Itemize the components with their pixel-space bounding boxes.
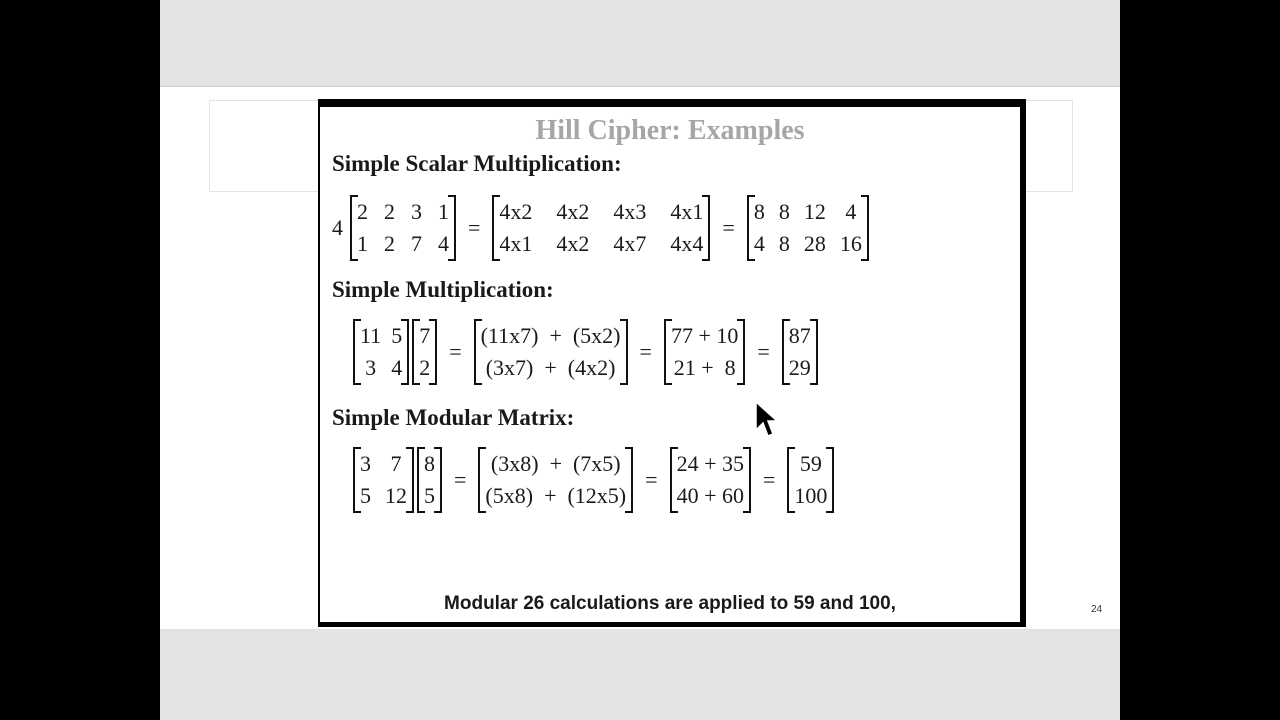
slide-image [318, 99, 1026, 627]
equals-sign: = [449, 339, 462, 364]
scalar-matrix-3 [747, 195, 869, 261]
matrix-cell: 4x2 [556, 199, 590, 224]
matrix-cell: 1 [438, 199, 449, 224]
scalar-factor: 4 [332, 215, 343, 240]
mod-vector-b [417, 447, 442, 513]
matrix-cell: 8 [778, 231, 790, 256]
matrix-cell: 77 + 10 [670, 323, 739, 348]
matrix-cell: 7 [419, 323, 431, 348]
matrix-cell: 40 + 60 [676, 483, 744, 508]
matrix-cell: 12 [803, 199, 826, 224]
scalar-equation [332, 195, 872, 261]
page-number: 24 [1091, 604, 1103, 615]
matrix-cell: 4 [753, 231, 765, 256]
equals-sign: = [762, 467, 776, 492]
matrix-cell: 24 + 35 [676, 451, 744, 476]
equals-sign: = [722, 215, 735, 240]
mod-matrix-a [353, 447, 414, 513]
matrix-cell: 4x1 [670, 199, 704, 224]
scalar-heading: Simple Scalar Multiplication: [332, 151, 622, 176]
matrix-cell: 29 [788, 355, 811, 380]
matrix-cell: 3 [365, 355, 377, 380]
multiplication-heading: Simple Multiplication: [332, 277, 554, 302]
matrix-cell: 5 [360, 483, 371, 508]
matrix-cell: 8 [424, 451, 435, 476]
matrix-cell: 4 [391, 355, 403, 380]
equals-sign: = [468, 215, 481, 240]
matrix-cell: 4x2 [556, 231, 590, 256]
matrix-cell: 28 [803, 231, 826, 256]
matrix-cell: (3x8) + (7x5) [490, 451, 621, 476]
mult-vector-b [412, 319, 437, 385]
matrix-cell: 21 + 8 [673, 355, 736, 380]
scalar-matrix-1 [350, 195, 456, 261]
mouse-pointer-icon [754, 400, 780, 440]
mult-vector-c [474, 319, 628, 385]
matrix-cell: 2 [384, 231, 395, 256]
mod-vector-e [787, 447, 834, 513]
matrix-cell: 16 [839, 231, 862, 256]
mod-vector-c [478, 447, 633, 513]
matrix-cell: (3x7) + (4x2) [485, 355, 616, 380]
matrix-cell: 8 [778, 199, 790, 224]
matrix-cell: 4 [845, 199, 857, 224]
matrix-cell: 4x4 [670, 231, 704, 256]
matrix-cell: 4 [438, 231, 449, 256]
modular-heading: Simple Modular Matrix: [332, 405, 575, 430]
matrix-cell: 4x3 [613, 199, 647, 224]
mult-matrix-a [353, 319, 409, 385]
matrix-cell: 87 [788, 323, 811, 348]
modular-equation [350, 447, 837, 513]
matrix-cell: 3 [411, 199, 422, 224]
equals-sign: = [757, 339, 770, 364]
matrix-cell: 11 [360, 323, 382, 348]
matrix-cell: 5 [391, 323, 403, 348]
matrix-cell: 2 [419, 355, 431, 380]
scalar-matrix-2 [492, 195, 710, 261]
matrix-cell: 4x7 [613, 231, 647, 256]
slide-title: Hill Cipher: Examples [535, 115, 805, 146]
mod-vector-d [670, 447, 751, 513]
matrix-cell: 4x1 [499, 231, 533, 256]
matrix-cell: 100 [794, 483, 828, 508]
matrix-cell: 7 [411, 231, 422, 256]
matrix-cell: 12 [385, 483, 407, 508]
equals-sign: = [639, 339, 652, 364]
mult-vector-e [782, 319, 818, 385]
matrix-cell: 8 [753, 199, 765, 224]
mult-vector-d [664, 319, 745, 385]
matrix-cell: 4x2 [499, 199, 533, 224]
matrix-cell: 2 [357, 199, 368, 224]
matrix-cell: 5 [424, 483, 435, 508]
matrix-cell: 2 [384, 199, 395, 224]
matrix-cell: 3 [360, 451, 371, 476]
slide-footer-note: Modular 26 calculations are applied to 59 and 100, [444, 593, 896, 614]
equals-sign: = [645, 467, 658, 492]
matrix-cell: 1 [357, 231, 368, 256]
matrix-cell: (5x8) + (12x5) [485, 483, 627, 508]
matrix-cell: 59 [799, 451, 822, 476]
equals-sign: = [454, 467, 467, 492]
multiplication-equation [350, 319, 821, 385]
matrix-cell: 7 [390, 451, 402, 476]
matrix-cell: (11x7) + (5x2) [480, 323, 621, 348]
